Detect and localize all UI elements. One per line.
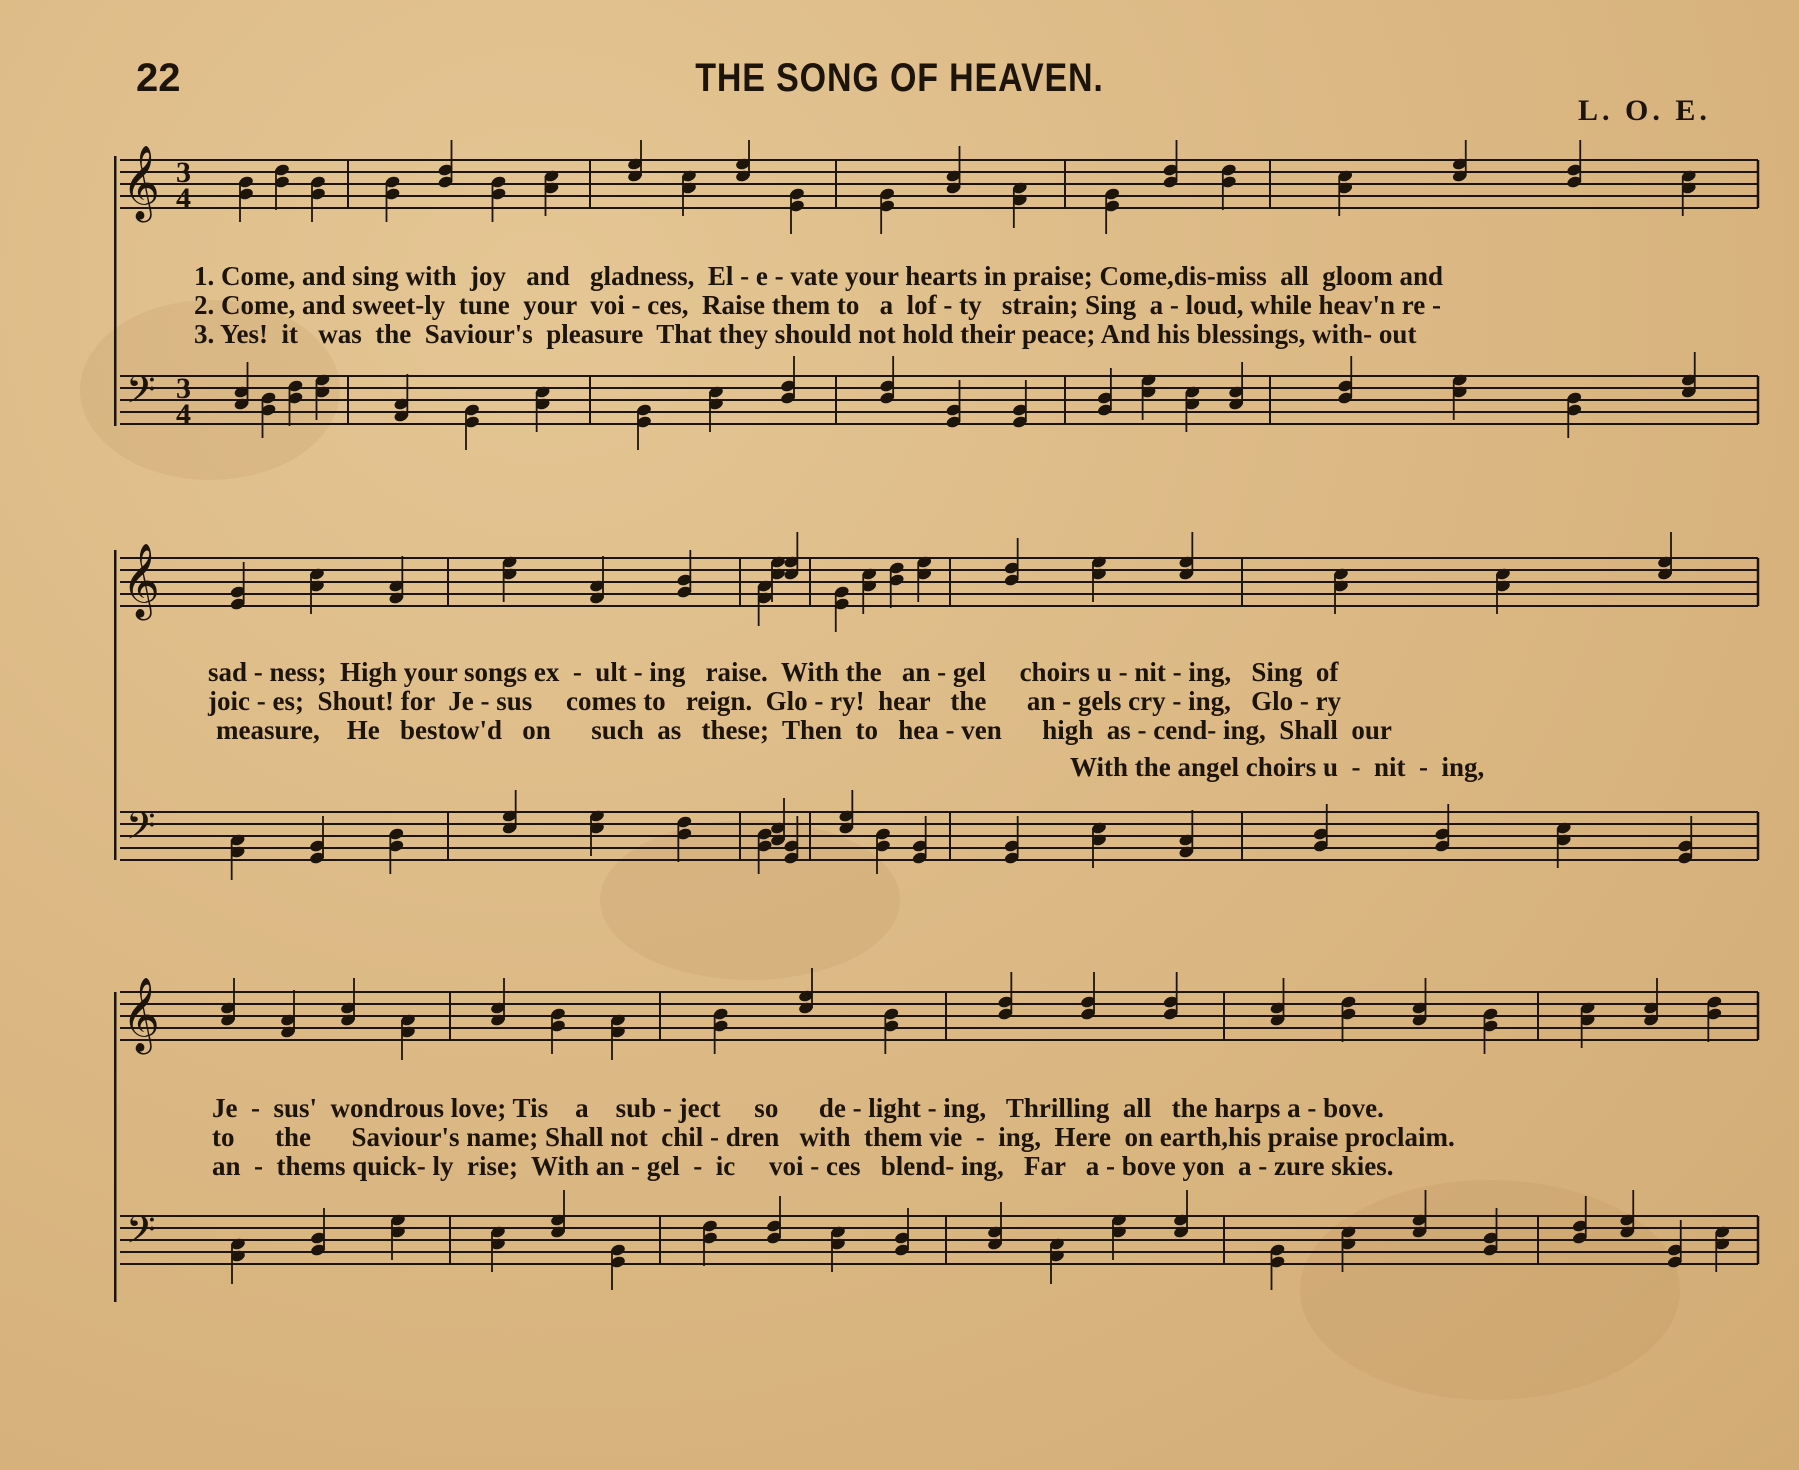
time-signature-bottom: 4 — [176, 182, 191, 215]
bass-staff-3 — [120, 1188, 1760, 1328]
staff-lines — [120, 992, 1758, 1040]
treble-staff-3 — [120, 968, 1760, 1088]
music-system-1 — [120, 132, 1760, 472]
verse-2-line-3: to the Saviour's name; Shall not chil - dren with them vie - ing, Here on earth,his praise proclaim. — [212, 1122, 1455, 1152]
song-title: THE SONG OF HEAVEN. — [695, 56, 1104, 100]
bass-staff-1 — [120, 352, 1760, 492]
verse-1-line-2: sad - ness; High your songs ex - ult - ing raise. With the an - gel choirs u - nit - ing, Sing of — [208, 657, 1339, 687]
verse-3-line-1: 3. Yes! it was the Saviour's pleasure That they should not hold their peace; And his blessings, with- out — [194, 319, 1417, 349]
verse-1-line-3: Je - sus' wondrous love; Tis a sub - ject so de - light - ing, Thrilling all the harps a - bove. — [212, 1093, 1384, 1123]
staff-lines — [120, 376, 1758, 424]
staff-lines — [120, 812, 1758, 860]
time-signature-bottom: 4 — [176, 398, 191, 431]
verse-3-line-3: an - thems quick- ly rise; With an - gel - ic voi - ces blend- ing, Far a - bove yon a - zure skies. — [212, 1151, 1394, 1181]
verse-2-line-2: joic - es; Shout! for Je - sus comes to reign. Glo - ry! hear the an - gels cry - ing, Glo - ry — [208, 686, 1342, 716]
system-bracket-2 — [114, 550, 124, 890]
lyrics-system-1 — [120, 262, 1760, 349]
staff-lines — [120, 1216, 1758, 1264]
author-initials: L. O. E. — [1578, 94, 1711, 127]
time-signature-top: 3 — [176, 372, 191, 405]
time-signature-top: 3 — [176, 156, 191, 189]
verse-1-line-1: 1. Come, and sing with joy and gladness, El - e - vate your hearts in praise; Come,dis-miss all gloom and — [194, 261, 1444, 291]
treble-clef-icon: 𝄞 — [122, 544, 160, 618]
music-system-3 — [120, 968, 1760, 1328]
staff-lines — [120, 558, 1758, 606]
bass-clef-icon: 𝄢 — [126, 803, 156, 857]
lyrics-system-2 — [120, 658, 1760, 745]
system-bracket-1 — [114, 156, 124, 496]
treble-staff-1 — [120, 140, 1760, 260]
staff-lines — [120, 160, 1758, 208]
page-number: 22 — [136, 56, 181, 100]
bass-lyric-line: With the angel choirs u - nit - ing, — [1070, 752, 1485, 782]
bass-clef-icon: 𝄢 — [126, 1207, 156, 1261]
system-bracket-3 — [114, 992, 124, 1332]
verse-2-line-1: 2. Come, and sweet-ly tune your voi - ces, Raise them to a lof - ty strain; Sing a - loud, while heav'n re - — [194, 290, 1441, 320]
treble-staff-2 — [120, 530, 1760, 650]
treble-clef-icon: 𝄞 — [122, 146, 160, 220]
bass-staff-2 — [120, 790, 1760, 930]
treble-clef-icon: 𝄞 — [122, 978, 160, 1052]
music-system-2 — [120, 530, 1760, 900]
lyrics-system-3 — [120, 1094, 1760, 1181]
bass-clef-icon: 𝄢 — [126, 367, 156, 421]
verse-3-line-2: measure, He bestow'd on such as these; Then to hea - ven high as - cend- ing, Shall our — [216, 715, 1392, 745]
